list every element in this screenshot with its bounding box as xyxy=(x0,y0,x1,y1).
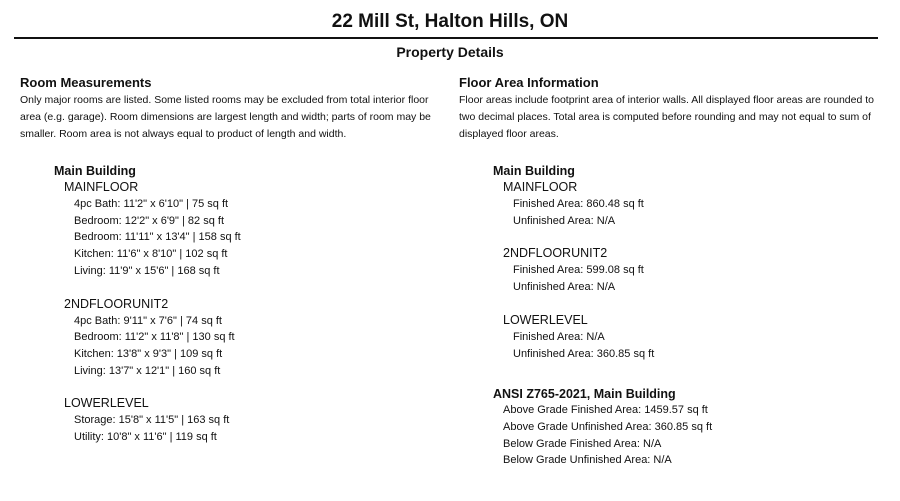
room-measurements-description: Only major rooms are listed. Some listed rooms may be excluded from total interior floor area (e.g. garage). Room dimensions are largest length and width; parts of room may be smaller. Room area is not always equal to product of length and width. xyxy=(20,94,431,140)
ansi-heading: ANSI Z765-2021, Main Building xyxy=(493,387,676,402)
floor-level-group xyxy=(503,245,879,295)
floor-level-group xyxy=(503,312,879,362)
room-item: Bedroom: 11'2" x 11'8" | 130 sq ft xyxy=(74,331,235,344)
floor-level-group xyxy=(503,179,879,229)
floor-area-heading: Floor Area Information xyxy=(459,75,599,90)
ansi-list xyxy=(503,402,879,469)
ansi-item: Above Grade Finished Area: 1459.57 sq ft xyxy=(503,404,708,417)
level-name: LOWERLEVEL xyxy=(64,396,149,411)
level-name: 2NDFLOORUNIT2 xyxy=(64,296,169,311)
room-item: Living: 11'9" x 15'6" | 168 sq ft xyxy=(74,264,220,277)
level-name: MAINFLOOR xyxy=(503,180,578,194)
ansi-item: Below Grade Unfinished Area: N/A xyxy=(503,454,672,467)
ansi-item: Above Grade Unfinished Area: 360.85 sq ft xyxy=(503,420,713,433)
area-item: Unfinished Area: N/A xyxy=(513,214,616,227)
room-measurements-section xyxy=(20,75,440,446)
room-item: Storage: 15'8" x 11'5" | 163 sq ft xyxy=(74,414,230,427)
floor-area-section xyxy=(459,75,879,469)
level-name: LOWERLEVEL xyxy=(503,312,588,327)
room-item: Bedroom: 11'11" x 13'4" | 158 sq ft xyxy=(74,231,241,244)
area-item: Unfinished Area: 360.85 sq ft xyxy=(513,347,655,360)
page-subtitle: Property Details xyxy=(396,44,504,60)
rooms-level-group xyxy=(64,395,440,445)
room-measurements-heading: Room Measurements xyxy=(20,75,152,90)
area-item: Finished Area: 860.48 sq ft xyxy=(513,198,644,210)
floor-area-building-name: Main Building xyxy=(493,164,575,178)
rooms-level-group xyxy=(64,179,440,280)
floor-area-description: Floor areas include footprint area of interior walls. All displayed floor areas are rounded to two decimal places. Total area is computed before rounding and may not equal to sum of displayed floor areas. xyxy=(459,94,874,140)
area-item: Finished Area: N/A xyxy=(513,330,605,343)
ansi-item: Below Grade Finished Area: N/A xyxy=(503,437,662,450)
room-item: Kitchen: 13'8" x 9'3" | 109 sq ft xyxy=(74,347,223,360)
room-item: Utility: 10'8" x 11'6" | 119 sq ft xyxy=(74,431,217,444)
page-title: 22 Mill St, Halton Hills, ON xyxy=(331,11,569,32)
room-item: Bedroom: 12'2" x 6'9" | 82 sq ft xyxy=(74,214,225,227)
room-item: 4pc Bath: 9'11" x 7'6" | 74 sq ft xyxy=(74,314,222,327)
room-item: Living: 13'7" x 12'1" | 160 sq ft xyxy=(74,364,221,377)
room-item: Kitchen: 11'6" x 8'10" | 102 sq ft xyxy=(74,248,228,261)
rooms-level-group xyxy=(64,296,440,380)
level-name: 2NDFLOORUNIT2 xyxy=(503,246,608,261)
rooms-building-name: Main Building xyxy=(54,164,136,178)
room-item: 4pc Bath: 11'2" x 6'10" | 75 sq ft xyxy=(74,198,229,210)
level-name: MAINFLOOR xyxy=(64,180,139,194)
title-divider xyxy=(14,37,878,39)
area-item: Unfinished Area: N/A xyxy=(513,281,616,294)
area-item: Finished Area: 599.08 sq ft xyxy=(513,264,644,277)
